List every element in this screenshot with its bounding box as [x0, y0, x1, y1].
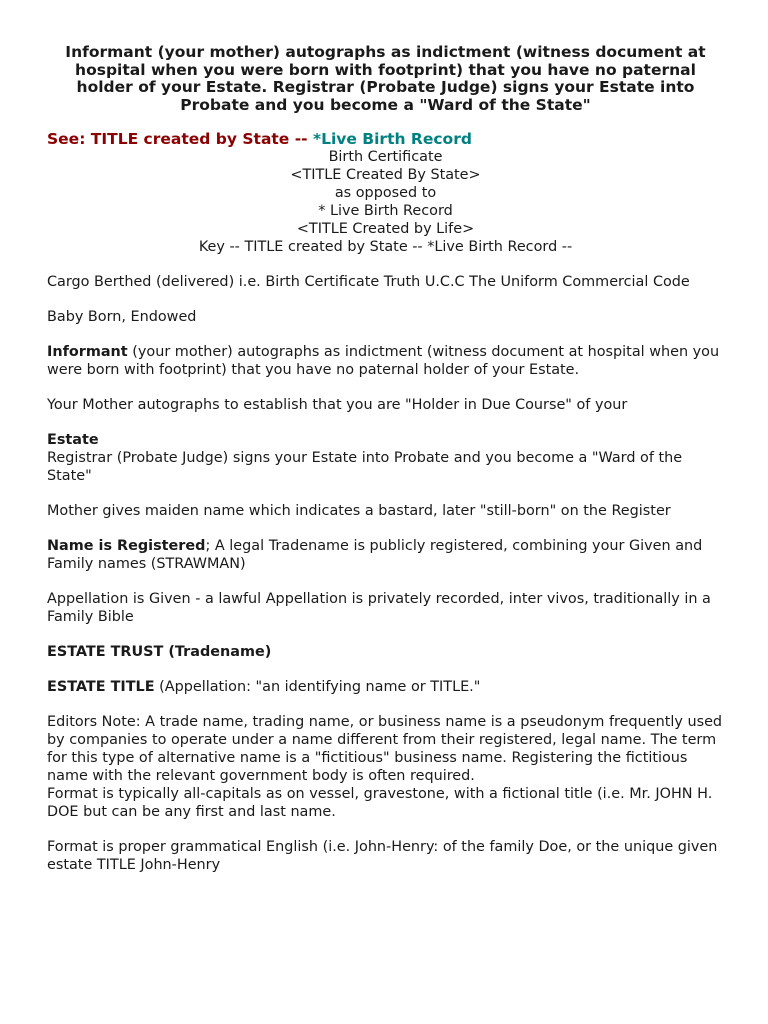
center-line: as opposed to	[334, 185, 437, 201]
registrar-text: Registrar (Probate Judge) signs your Estate into Probate and you become a "Ward of the State"	[47, 450, 683, 484]
see-line	[47, 130, 724, 148]
paragraph-estate-title	[47, 678, 724, 696]
paragraph-baby-born: Baby Born, Endowed	[47, 309, 197, 325]
centered-definitions	[47, 148, 724, 256]
center-line: Birth Certificate	[328, 149, 443, 165]
estate-title-text: (Appellation: "an identifying name or TITLE."	[154, 679, 481, 695]
paragraph-estate	[47, 431, 724, 485]
estate-label: Estate	[47, 432, 99, 448]
name-registered-label: Name is Registered	[47, 538, 206, 554]
paragraph-estate-trust	[47, 643, 724, 661]
paragraph-format-proper: Format is proper grammatical English (i.e. John-Henry: of the family Doe, or the unique given estate TITLE John-Henry	[47, 839, 718, 873]
informant-text: (your mother) autographs as indictment (witness document at hospital when you were born with footprint) that you have no paternal holder of your Estate.	[47, 344, 720, 378]
see-separator: --	[289, 130, 313, 148]
paragraph-mother-holder: Your Mother autographs to establish that you are "Holder in Due Course" of your	[47, 397, 628, 413]
center-line: <TITLE Created By State>	[290, 167, 481, 183]
paragraph-format-caps: Format is typically all-capitals as on vessel, gravestone, with a fictional title (i.e. Mr. JOHN H. DOE but can be any first and last name.	[47, 786, 713, 820]
see-live-birth-record: *Live Birth Record	[313, 130, 472, 148]
document-heading: Informant (your mother) autographs as indictment (witness document at hospital when you were born with footprint) that you have no paternal holder of your Estate. Registrar (Probate Judge) signs your Estate into Probate and you become a "Ward of the State"	[65, 43, 706, 114]
informant-label: Informant	[47, 344, 128, 360]
estate-trust-label: ESTATE TRUST (Tradename)	[47, 644, 272, 660]
name-registered-text: ; A legal Tradename is publicly registered, combining your Given and Family names (STRAWMAN)	[47, 538, 703, 572]
center-line: Key -- TITLE created by State -- *Live Birth Record --	[198, 239, 573, 255]
paragraph-cargo: Cargo Berthed (delivered) i.e. Birth Certificate Truth U.C.C The Uniform Commercial Code	[47, 274, 690, 290]
paragraph-maiden-name: Mother gives maiden name which indicates a bastard, later "still-born" on the Register	[47, 503, 671, 519]
paragraph-editors-note: Editors Note: A trade name, trading name, or business name is a pseudonym frequently used by companies to operate under a name different from their registered, legal name. The term for this type of alternative name is a "fictitious" business name. Registering the fictitious name with the relevant government body is often required.	[47, 714, 723, 784]
paragraph-informant	[47, 343, 724, 379]
center-line: <TITLE Created by Life>	[296, 221, 475, 237]
estate-title-label: ESTATE TITLE	[47, 679, 155, 695]
paragraph-appellation: Appellation is Given - a lawful Appellation is privately recorded, inter vivos, traditionally in a Family Bible	[47, 591, 711, 625]
center-line: * Live Birth Record	[318, 203, 453, 219]
paragraph-name-registered	[47, 537, 724, 573]
see-title-created-by-state: See: TITLE created by State	[47, 130, 290, 148]
